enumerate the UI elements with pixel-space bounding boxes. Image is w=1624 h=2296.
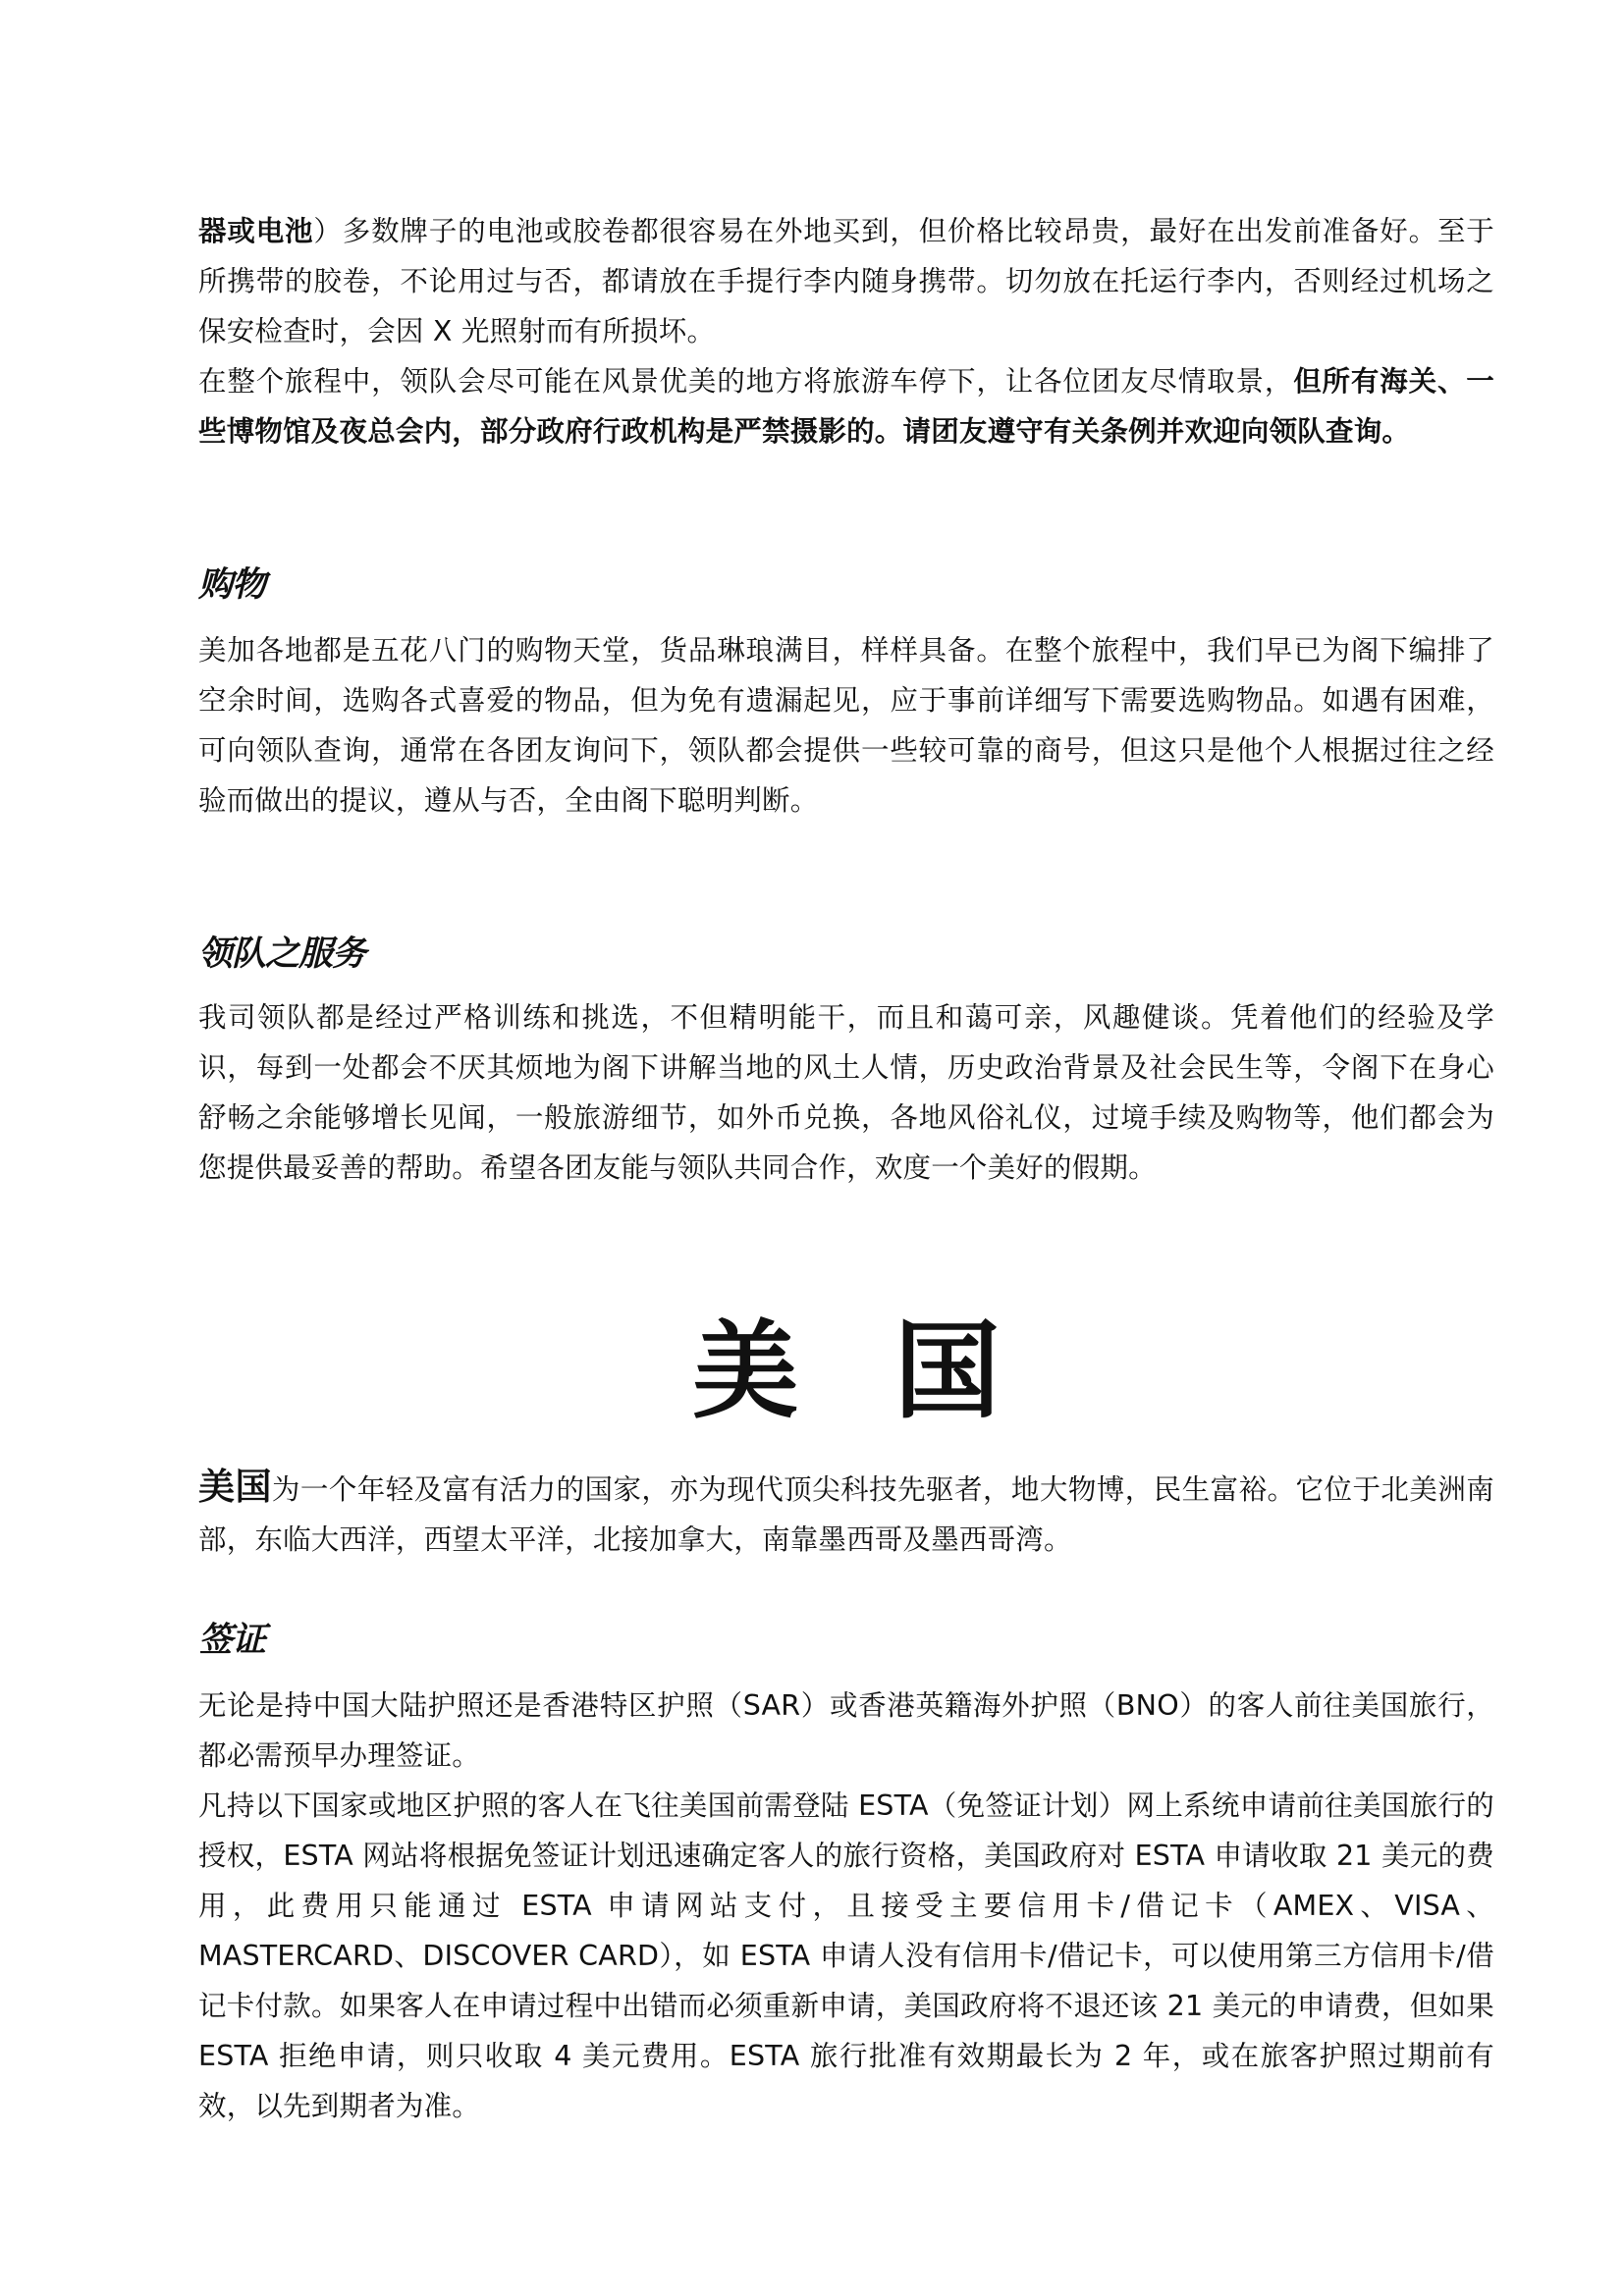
usa-section [198, 1308, 1494, 1565]
country-title: 美 国 [692, 1310, 1030, 1433]
battery-bold-text: 器或电池 [198, 215, 314, 247]
visa-paragraph-1: 无论是持中国大陆护照还是香港特区护照（SAR）或香港英籍海外护照（BNO）的客人前往美国旅行，都必需预早办理签证。 [198, 1689, 1494, 1772]
usa-intro-lead: 美国 [198, 1466, 272, 1508]
tour-leader-heading: 领队之服务 [198, 934, 366, 974]
photography-warning-text: 但所有海关、一些博物馆及夜总会内，部分政府行政机构是严禁摄影的。请团友遵守有关条例并欢迎向领队查询。 [198, 365, 1494, 448]
visa-heading: 签证 [198, 1621, 266, 1660]
photography-section [198, 206, 1494, 456]
battery-body-text: ）多数牌子的电池或胶卷都很容易在外地买到，但价格比较昂贵，最好在出发前准备好。至于所携带的胶卷，不论用过与否，都请放在手提行李内随身携带。切勿放在托运行李内，否则经过机场之保安检查时，会因 X 光照射而有所损坏。 [198, 215, 1494, 347]
shopping-paragraph: 美加各地都是五花八门的购物天堂，货品琳琅满目，样样具备。在整个旅程中，我们早已为阁下编排了空余时间，选购各式喜爱的物品，但为免有遗漏起见，应于事前详细写下需要选购物品。如遇有困难，可向领队查询，通常在各团友询问下，领队都会提供一些较可靠的商号，但这只是他个人根据过往之经验而做出的提议，遵从与否，全由阁下聪明判断。 [198, 634, 1494, 817]
photography-body-text: 在整个旅程中，领队会尽可能在风景优美的地方将旅游车停下，让各位团友尽情取景， [198, 365, 1294, 398]
tour-leader-paragraph: 我司领队都是经过严格训练和挑选，不但精明能干，而且和蔼可亲，风趣健谈。凭着他们的经验及学识，每到一处都会不厌其烦地为阁下讲解当地的风土人情，历史政治背景及社会民生等，令阁下在身心舒畅之余能够增长见闻，一般旅游细节，如外币兑换，各地风俗礼仪，过境手续及购物等，他们都会为您提供最妥善的帮助。希望各团友能与领队共同合作，欢度一个美好的假期。 [198, 1001, 1494, 1184]
document-page [198, 206, 1494, 2131]
visa-paragraph-2: 凡持以下国家或地区护照的客人在飞往美国前需登陆 ESTA（免签证计划）网上系统申请前往美国旅行的授权，ESTA 网站将根据免签证计划迅速确定客人的旅行资格，美国政府对 ESTA 申请收取 21 美元的费用，此费用只能通过 ESTA 申请网站支付，且接受主要信用卡/借记卡（AMEX、VISA、MASTERCARD、DISCOVER CARD），如 ESTA 申请人没有信用卡/借记卡，可以使用第三方信用卡/借记卡付款。如果客人在申请过程中出错而必须重新申请，美国政府将不退还该 21 美元的申请费，但如果 ESTA 拒绝申请，则只收取 4 美元费用。ESTA 旅行批准有效期最长为 2 年，或在旅客护照过期前有效，以先到期者为准。 [198, 1789, 1494, 2122]
photography-paragraph [198, 356, 1494, 456]
shopping-heading: 购物 [198, 565, 266, 605]
shopping-section [198, 561, 1494, 826]
usa-intro-paragraph [198, 1462, 1494, 1565]
usa-intro-text: 为一个年轻及富有活力的国家，亦为现代顶尖科技先驱者，地大物博，民生富裕。它位于北美洲南部，东临大西洋，西望太平洋，北接加拿大，南靠墨西哥及墨西哥湾。 [198, 1473, 1494, 1556]
tour-leader-section [198, 930, 1494, 1193]
visa-section [198, 1616, 1494, 2131]
battery-film-paragraph [198, 206, 1494, 356]
